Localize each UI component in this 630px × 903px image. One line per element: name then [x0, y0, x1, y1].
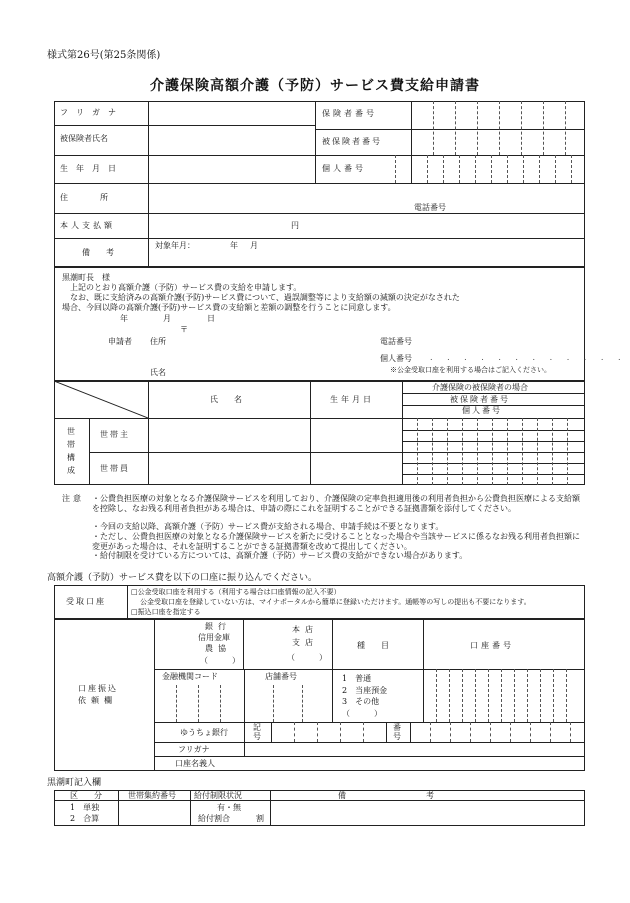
yen-label: 円	[291, 221, 299, 230]
office-heading: 黒潮町記入欄	[47, 778, 102, 788]
public-account-option[interactable]: □公金受取口座を利用する（利用する場合は口座情報の記入不要）	[131, 588, 341, 596]
application-line-1: 上記のとおり高額介護（予防）サービス費の支給を申請します。	[70, 283, 302, 292]
office-single: 1 単独	[70, 803, 100, 812]
account-number-label: 口座番号	[470, 641, 514, 650]
applicant-label: 申請者	[108, 337, 132, 346]
branch-type-branch: 支店	[292, 638, 318, 647]
household-insured-number-header: 被保険者番号	[450, 395, 510, 404]
account-type-other: 3 その他	[342, 697, 380, 706]
office-restriction-header: 給付制限状況	[194, 791, 242, 800]
transfer-heading: 高額介護（予防）サービス費を以下の口座に振り込んでください。	[47, 573, 318, 583]
insured-number-label: 被保険者番号	[322, 137, 382, 146]
addressee: 黒潮町長 様	[62, 273, 110, 282]
remarks-label: 備 考	[82, 248, 114, 257]
branch-code-label: 店舗番号	[265, 672, 297, 681]
note-1: ・公費負担医療の対象となる介護保険サービスを利用しており、介護保険の定率負担適用後の利用者負担から公費負担医療による支給額を控除し、なお残る利用者負担がある場合は、申請の際にこれを証明することができる証拠書類を添付してください。	[92, 494, 580, 513]
office-remarks-header: 備 考	[338, 791, 434, 800]
insured-name-label: 被保険者氏名	[60, 134, 108, 143]
account-type-paren: （ ）	[342, 709, 382, 718]
public-account-option-note: 公金受取口座を登録していない方は、マイナポータルから簡単に登録いただけます。通帳等の写しの提出も不要になります。	[140, 598, 531, 606]
target-month-label: 対象年月：	[155, 241, 195, 250]
insured-case-header: 介護保険の被保険者の場合	[432, 383, 528, 392]
branch-paren: （ ）	[287, 653, 327, 662]
applicant-address-label: 住所	[150, 337, 166, 346]
applicant-phone-label: 電話番号	[380, 337, 412, 346]
note-3: ・ただし、公費負担医療の対象となる介護保険サービスを新たに受けることとなった場合や当該サービスに係るなお残る利用者負担額に変更があった場合は、それを証明することができる証拠書類を改めて提出してください。	[92, 532, 580, 551]
composition-char-4: 成	[67, 466, 75, 475]
applicant-name-label: 氏名	[150, 368, 166, 377]
household-personal-number-header: 個人番号	[462, 406, 502, 415]
yucho-label: ゆうちょ銀行	[180, 728, 228, 737]
bank-type-agri: 農協	[205, 644, 231, 653]
insurer-number-label: 保険者番号	[322, 109, 377, 118]
diagonal-line	[54, 381, 148, 418]
furigana-label: フ リ ガ ナ	[60, 108, 116, 117]
address-label: 住 所	[60, 193, 108, 202]
office-household-number-header: 世帯集約番号	[128, 791, 176, 800]
yucho-number-label: 番号	[393, 723, 401, 741]
office-combined: 2 合算	[70, 814, 100, 823]
target-year-unit: 年	[230, 241, 238, 250]
phone-label: 電話番号	[414, 203, 446, 212]
branch-type-main: 本店	[292, 625, 318, 634]
notes-label: 注意	[62, 494, 84, 503]
application-day: 日	[207, 314, 215, 323]
composition-char-2: 帯	[67, 440, 75, 449]
birthdate-label: 生 年 月 日	[60, 164, 116, 173]
composition-char-1: 世	[67, 427, 75, 436]
office-category-header: 区 分	[70, 791, 102, 800]
office-rate-label: 給付割合	[198, 814, 230, 823]
transfer-request-label-2: 依頼欄	[78, 696, 117, 705]
account-type-normal: 1 普通	[342, 674, 372, 683]
account-furigana-label: フリガナ	[178, 745, 210, 754]
note-4: ・給付制限を受けている方については、高額介護（予防）サービス費の支給ができない場合があります。	[92, 551, 468, 560]
household-birth-header: 生年月日	[330, 395, 374, 404]
application-line-2: なお、既に支給済みの高額介護(予防)サービス費について、過誤調整等により支給額の減額の決定がなされた	[70, 293, 460, 302]
transfer-request-label-1: 口座振込	[78, 684, 118, 693]
account-holder-label: 口座名義人	[175, 759, 215, 768]
bank-type-bank: 銀行	[205, 622, 231, 631]
bank-paren: （ ）	[200, 656, 240, 665]
yucho-symbol-label: 記号	[253, 723, 261, 741]
application-year: 年	[120, 314, 128, 323]
bank-type-credit: 信用金庫	[198, 633, 230, 642]
applicant-personal-number-field: . . . . . . . . . . . .	[430, 353, 627, 362]
designated-account-option[interactable]: □振込口座を指定する	[131, 608, 201, 616]
form-number: 様式第26号(第25条関係)	[47, 50, 161, 61]
office-rate-unit: 割	[256, 814, 264, 823]
applicant-personal-number-label: 個人番号	[380, 354, 412, 363]
household-member-label: 世帯員	[100, 464, 130, 473]
application-line-3: 場合、今回以降の高額介護(予防)サービス費の支給額と差額の調整を行うことに同意します。	[62, 303, 396, 312]
application-month: 月	[163, 314, 171, 323]
household-head-label: 世帯主	[100, 430, 130, 439]
target-month-unit: 月	[250, 241, 258, 250]
composition-char-3: 構	[67, 453, 75, 462]
self-pay-label: 本人支払額	[60, 221, 115, 230]
account-type-label: 種 目	[357, 641, 389, 650]
receiving-account-label: 受取口座	[66, 597, 106, 606]
personal-number-label: 個人番号	[322, 164, 366, 173]
page-title: 介護保険高額介護（予防）サービス費支給申請書	[150, 78, 480, 94]
office-yes-no: 有・無	[217, 803, 241, 812]
postal-mark: 〒	[180, 325, 188, 334]
bank-code-label: 金融機関コード	[162, 672, 218, 681]
note-2: ・今回の支給以降、高額介護（予防）サービス費が支給される場合、申請手続は不要となります。	[92, 522, 444, 531]
household-name-header: 氏 名	[210, 395, 242, 404]
account-type-current: 2 当座預金	[342, 686, 388, 695]
public-account-note: ※公金受取口座を利用する場合はご記入ください。	[390, 366, 551, 374]
